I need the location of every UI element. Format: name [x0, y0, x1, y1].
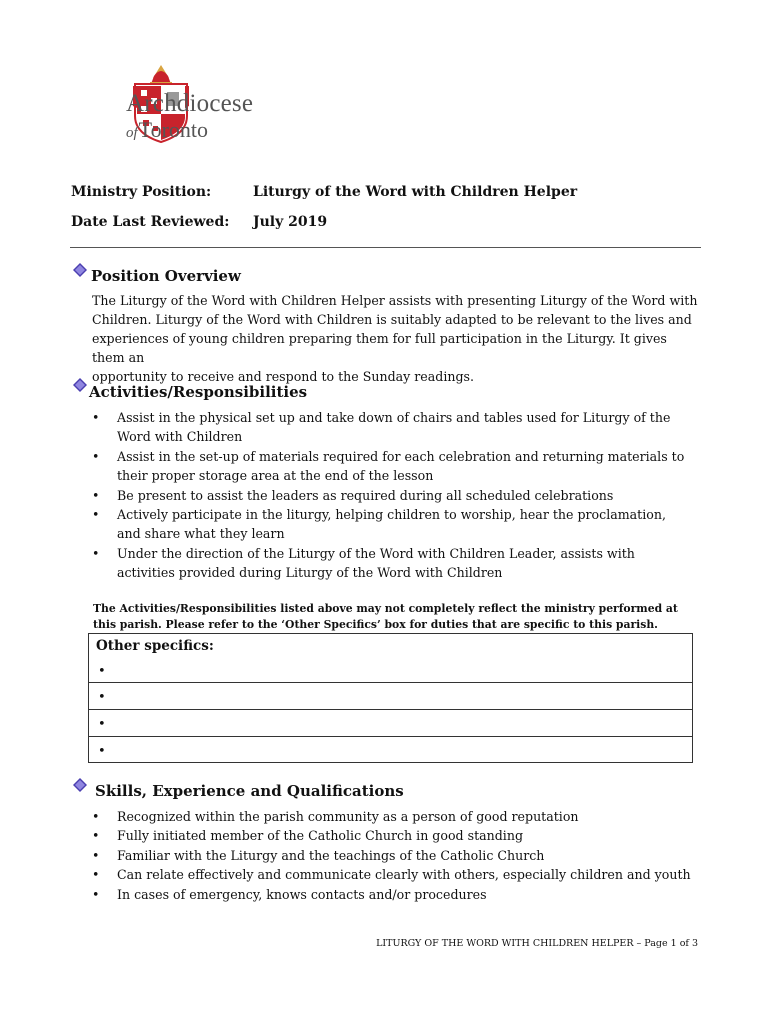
- logo-place-name: Toronto: [138, 117, 209, 142]
- overview-line: The Liturgy of the Word with Children Helper assists with presenting Liturgy of the Word with: [92, 293, 698, 308]
- logo-of: of: [126, 125, 138, 141]
- box-row-divider: [89, 736, 692, 737]
- activity-item: • Assist in the set-up of materials required for each celebration and returning materials to their proper storage area at the end of the lesson: [92, 447, 692, 486]
- activity-item: • Under the direction of the Liturgy of the Word with Children Leader, assists with activities provided during Liturgy of the Word with Children: [92, 544, 692, 583]
- overview-line: opportunity to receive and respond to the Sunday readings.: [92, 369, 474, 384]
- activities-heading: Activities/Responsibilities: [89, 383, 308, 401]
- activity-item: • Assist in the physical set up and take down of chairs and tables used for Liturgy of the Word with Children: [92, 408, 692, 447]
- ministry-position-label: Ministry Position:: [71, 184, 212, 200]
- header-divider: [70, 247, 701, 248]
- diamond-bullet-icon: [73, 778, 87, 792]
- diamond-bullet-icon: [73, 378, 87, 392]
- skill-item: • Can relate effectively and communicate clearly with others, especially children and youth: [92, 865, 692, 884]
- overview-line: experiences of young children preparing them for full participation in the Liturgy. It gives them an: [92, 331, 667, 365]
- ministry-position-value: Liturgy of the Word with Children Helper: [253, 184, 578, 200]
- other-specifics-bullet: •: [98, 690, 106, 705]
- skill-item: • Fully initiated member of the Catholic Church in good standing: [92, 826, 692, 845]
- activity-item: • Be present to assist the leaders as required during all scheduled celebrations: [92, 486, 692, 505]
- other-specifics-title: Other specifics:: [96, 638, 214, 654]
- overview-line: Children. Liturgy of the Word with Children is suitably adapted to be relevant to the lives and: [92, 312, 692, 327]
- skill-item: • Recognized within the parish community as a person of good reputation: [92, 807, 692, 826]
- other-specifics-bullet: •: [98, 717, 106, 732]
- skill-item: • Familiar with the Liturgy and the teachings of the Catholic Church: [92, 846, 692, 865]
- position-overview-text: [92, 291, 698, 386]
- activities-disclaimer: The Activities/Responsibilities listed above may not completely reflect the ministry performed at this parish. Please refer to the ‘Other Specifics’ box for duties that are specific to this parish.: [93, 602, 678, 631]
- skills-heading: Skills, Experience and Qualifications: [95, 782, 404, 800]
- activities-list: [92, 408, 692, 583]
- other-specifics-bullet: •: [98, 744, 106, 759]
- skill-item: • In cases of emergency, knows contacts and/or procedures: [92, 885, 692, 904]
- logo-place: [126, 117, 208, 143]
- other-specifics-box: [88, 633, 693, 763]
- skills-list: [92, 807, 692, 904]
- other-specifics-bullet: •: [98, 664, 106, 679]
- box-row-divider: [89, 709, 692, 710]
- date-reviewed-label: Date Last Reviewed:: [71, 214, 230, 230]
- date-reviewed-value: July 2019: [253, 214, 328, 230]
- logo-name: Archdiocese: [126, 90, 254, 117]
- diamond-bullet-icon: [73, 263, 87, 277]
- activity-item: • Actively participate in the liturgy, helping children to worship, hear the proclamation, and share what they learn: [92, 505, 692, 544]
- box-row-divider: [89, 682, 692, 683]
- position-overview-heading: Position Overview: [91, 267, 241, 285]
- page-footer: LITURGY OF THE WORD WITH CHILDREN HELPER – Page 1 of 3: [376, 938, 698, 949]
